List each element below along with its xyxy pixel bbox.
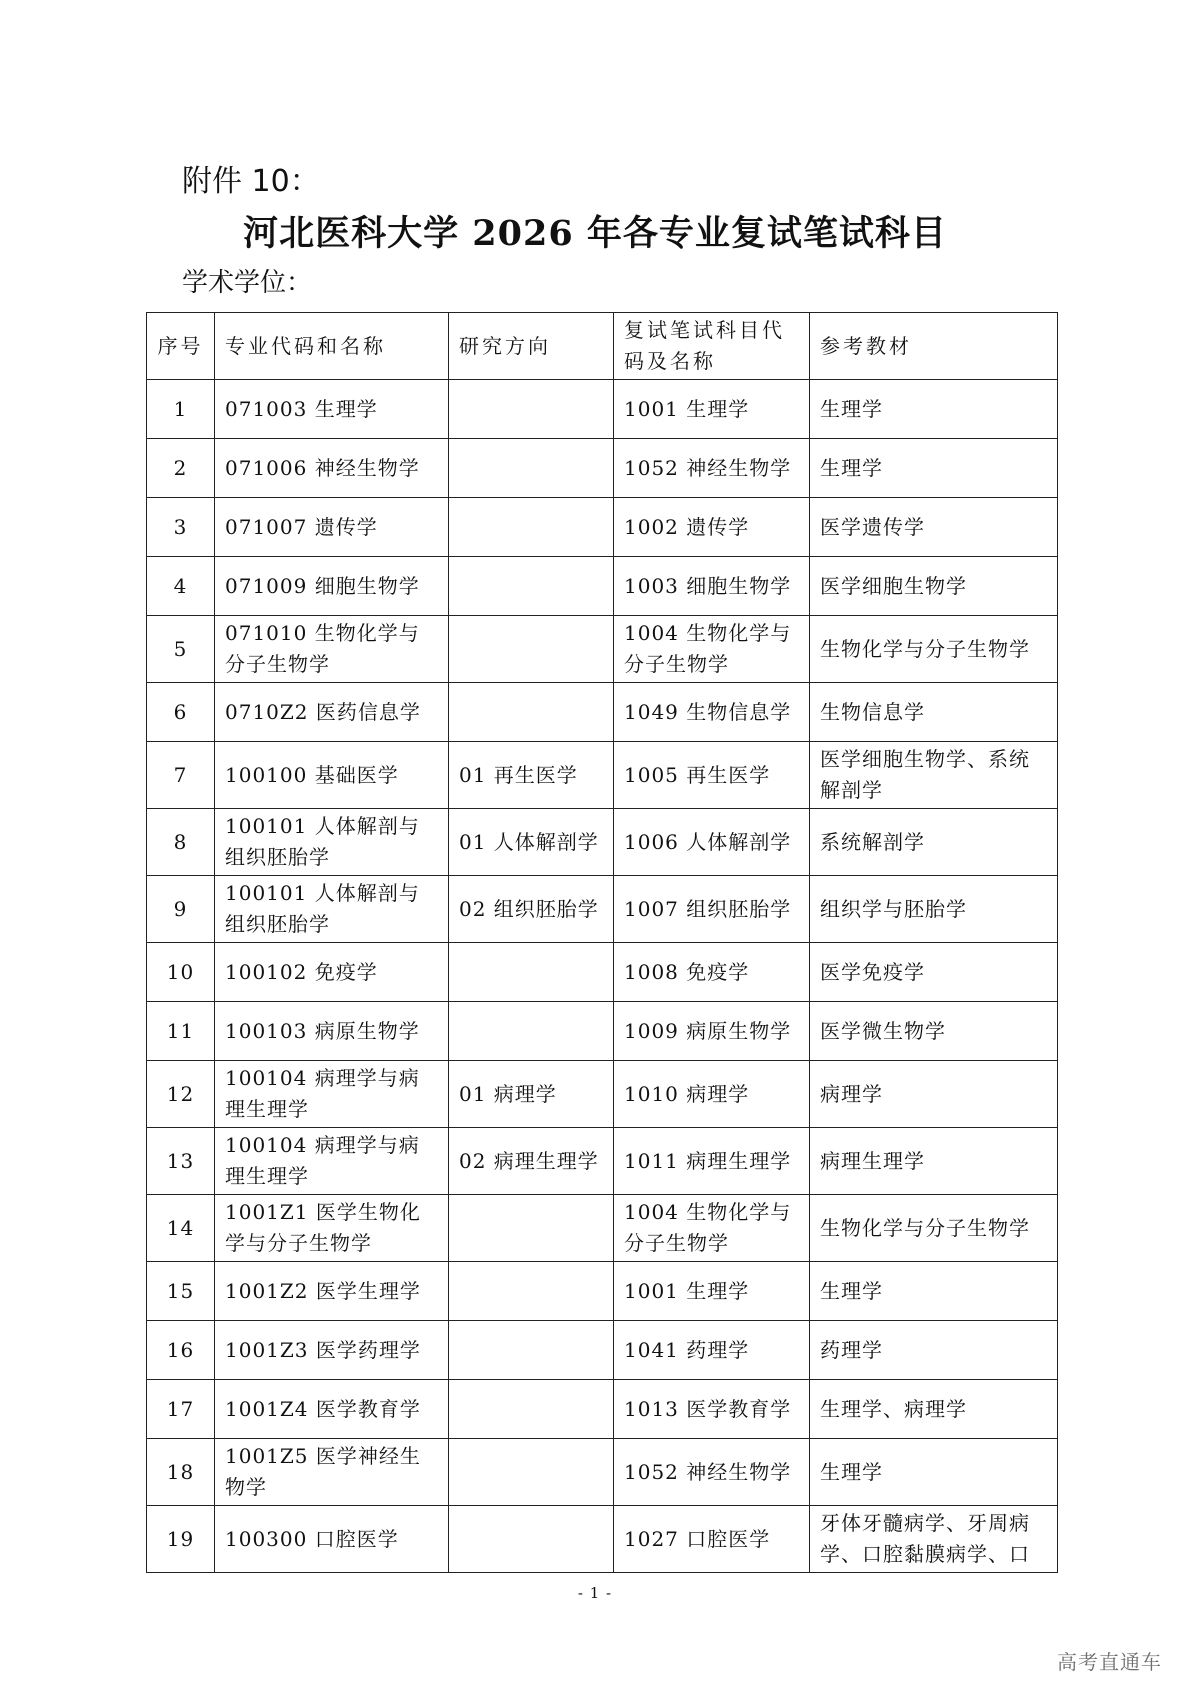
table-row [147, 1321, 1058, 1380]
table-row [147, 943, 1058, 1002]
cell-subject: 1013 医学教育学 [614, 1380, 810, 1439]
cell-subject: 1003 细胞生物学 [614, 557, 810, 616]
cell-direction [449, 439, 614, 498]
cell-major: 100101 人体解剖与组织胚胎学 [215, 809, 449, 876]
cell-direction: 01 再生医学 [449, 742, 614, 809]
cell-direction [449, 1439, 614, 1506]
cell-textbook: 系统解剖学 [810, 809, 1058, 876]
cell-textbook: 生理学 [810, 1439, 1058, 1506]
cell-no: 9 [147, 876, 215, 943]
cell-no: 7 [147, 742, 215, 809]
cell-direction [449, 616, 614, 683]
table-row [147, 1506, 1058, 1573]
cell-textbook: 病理学 [810, 1061, 1058, 1128]
exam-subjects-table [146, 312, 1058, 1573]
cell-major: 100100 基础医学 [215, 742, 449, 809]
cell-textbook: 生物信息学 [810, 683, 1058, 742]
cell-no: 10 [147, 943, 215, 1002]
cell-direction [449, 1506, 614, 1573]
cell-textbook: 生物化学与分子生物学 [810, 616, 1058, 683]
cell-subject: 1006 人体解剖学 [614, 809, 810, 876]
cell-textbook: 医学细胞生物学、系统解剖学 [810, 742, 1058, 809]
cell-major: 071007 遗传学 [215, 498, 449, 557]
cell-no: 16 [147, 1321, 215, 1380]
watermark: 高考直通车 [1057, 1650, 1162, 1674]
cell-subject: 1005 再生医学 [614, 742, 810, 809]
table-row [147, 1380, 1058, 1439]
cell-textbook: 生理学 [810, 380, 1058, 439]
section-subtitle: 学术学位： [182, 268, 313, 298]
cell-major: 100103 病原生物学 [215, 1002, 449, 1061]
cell-no: 19 [147, 1506, 215, 1573]
cell-subject: 1027 口腔医学 [614, 1506, 810, 1573]
header-subject: 复试笔试科目代码及名称 [614, 313, 810, 380]
cell-major: 0710Z2 医药信息学 [215, 683, 449, 742]
cell-no: 18 [147, 1439, 215, 1506]
cell-textbook: 医学免疫学 [810, 943, 1058, 1002]
cell-direction [449, 1002, 614, 1061]
cell-direction: 02 病理生理学 [449, 1128, 614, 1195]
cell-textbook: 病理生理学 [810, 1128, 1058, 1195]
cell-direction [449, 943, 614, 1002]
cell-subject: 1052 神经生物学 [614, 1439, 810, 1506]
cell-no: 17 [147, 1380, 215, 1439]
cell-no: 15 [147, 1262, 215, 1321]
table-row [147, 439, 1058, 498]
cell-subject: 1004 生物化学与分子生物学 [614, 1195, 810, 1262]
cell-subject: 1008 免疫学 [614, 943, 810, 1002]
cell-no: 4 [147, 557, 215, 616]
table-row [147, 498, 1058, 557]
cell-direction [449, 1195, 614, 1262]
table-header-row [147, 313, 1058, 380]
header-no: 序号 [147, 313, 215, 380]
cell-textbook: 医学遗传学 [810, 498, 1058, 557]
cell-direction [449, 380, 614, 439]
page-number: - 1 - [577, 1584, 613, 1602]
cell-direction [449, 557, 614, 616]
cell-major: 100102 免疫学 [215, 943, 449, 1002]
table-row [147, 683, 1058, 742]
cell-no: 14 [147, 1195, 215, 1262]
cell-textbook: 生理学、病理学 [810, 1380, 1058, 1439]
cell-direction [449, 1262, 614, 1321]
cell-major: 1001Z1 医学生物化学与分子生物学 [215, 1195, 449, 1262]
header-textbook: 参考教材 [810, 313, 1058, 380]
cell-direction: 02 组织胚胎学 [449, 876, 614, 943]
cell-subject: 1009 病原生物学 [614, 1002, 810, 1061]
table-row [147, 1195, 1058, 1262]
cell-major: 071010 生物化学与分子生物学 [215, 616, 449, 683]
cell-subject: 1041 药理学 [614, 1321, 810, 1380]
cell-subject: 1010 病理学 [614, 1061, 810, 1128]
cell-textbook: 药理学 [810, 1321, 1058, 1380]
cell-subject: 1001 生理学 [614, 380, 810, 439]
cell-major: 071006 神经生物学 [215, 439, 449, 498]
cell-major: 100300 口腔医学 [215, 1506, 449, 1573]
table-row [147, 809, 1058, 876]
header-direction: 研究方向 [449, 313, 614, 380]
cell-no: 12 [147, 1061, 215, 1128]
cell-major: 1001Z2 医学生理学 [215, 1262, 449, 1321]
table-row [147, 1128, 1058, 1195]
cell-subject: 1001 生理学 [614, 1262, 810, 1321]
table-row [147, 380, 1058, 439]
cell-major: 1001Z5 医学神经生物学 [215, 1439, 449, 1506]
cell-major: 100104 病理学与病理生理学 [215, 1061, 449, 1128]
table-row [147, 1061, 1058, 1128]
header-major: 专业代码和名称 [215, 313, 449, 380]
cell-direction [449, 1380, 614, 1439]
cell-textbook: 牙体牙髓病学、牙周病学、口腔黏膜病学、口 [810, 1506, 1058, 1573]
table-body [147, 380, 1058, 1573]
cell-direction: 01 人体解剖学 [449, 809, 614, 876]
cell-no: 5 [147, 616, 215, 683]
attachment-label: 附件 10： [182, 164, 320, 199]
cell-no: 1 [147, 380, 215, 439]
cell-major: 071003 生理学 [215, 380, 449, 439]
cell-subject: 1007 组织胚胎学 [614, 876, 810, 943]
cell-no: 2 [147, 439, 215, 498]
table-row [147, 1262, 1058, 1321]
cell-no: 13 [147, 1128, 215, 1195]
cell-direction [449, 683, 614, 742]
cell-no: 8 [147, 809, 215, 876]
cell-textbook: 生理学 [810, 439, 1058, 498]
cell-direction [449, 1321, 614, 1380]
cell-no: 11 [147, 1002, 215, 1061]
table-row [147, 557, 1058, 616]
cell-major: 071009 细胞生物学 [215, 557, 449, 616]
cell-subject: 1011 病理生理学 [614, 1128, 810, 1195]
cell-textbook: 医学微生物学 [810, 1002, 1058, 1061]
cell-subject: 1052 神经生物学 [614, 439, 810, 498]
cell-no: 6 [147, 683, 215, 742]
cell-subject: 1049 生物信息学 [614, 683, 810, 742]
table-row [147, 616, 1058, 683]
cell-subject: 1004 生物化学与分子生物学 [614, 616, 810, 683]
cell-textbook: 生物化学与分子生物学 [810, 1195, 1058, 1262]
cell-textbook: 组织学与胚胎学 [810, 876, 1058, 943]
table-row [147, 1439, 1058, 1506]
table-row [147, 742, 1058, 809]
table-row [147, 876, 1058, 943]
cell-major: 100104 病理学与病理生理学 [215, 1128, 449, 1195]
cell-subject: 1002 遗传学 [614, 498, 810, 557]
cell-direction [449, 498, 614, 557]
cell-major: 1001Z4 医学教育学 [215, 1380, 449, 1439]
cell-textbook: 医学细胞生物学 [810, 557, 1058, 616]
document-title: 河北医科大学 2026 年各专业复试笔试科目 [243, 213, 947, 254]
cell-major: 1001Z3 医学药理学 [215, 1321, 449, 1380]
cell-direction: 01 病理学 [449, 1061, 614, 1128]
cell-textbook: 生理学 [810, 1262, 1058, 1321]
cell-no: 3 [147, 498, 215, 557]
cell-major: 100101 人体解剖与组织胚胎学 [215, 876, 449, 943]
table-row [147, 1002, 1058, 1061]
